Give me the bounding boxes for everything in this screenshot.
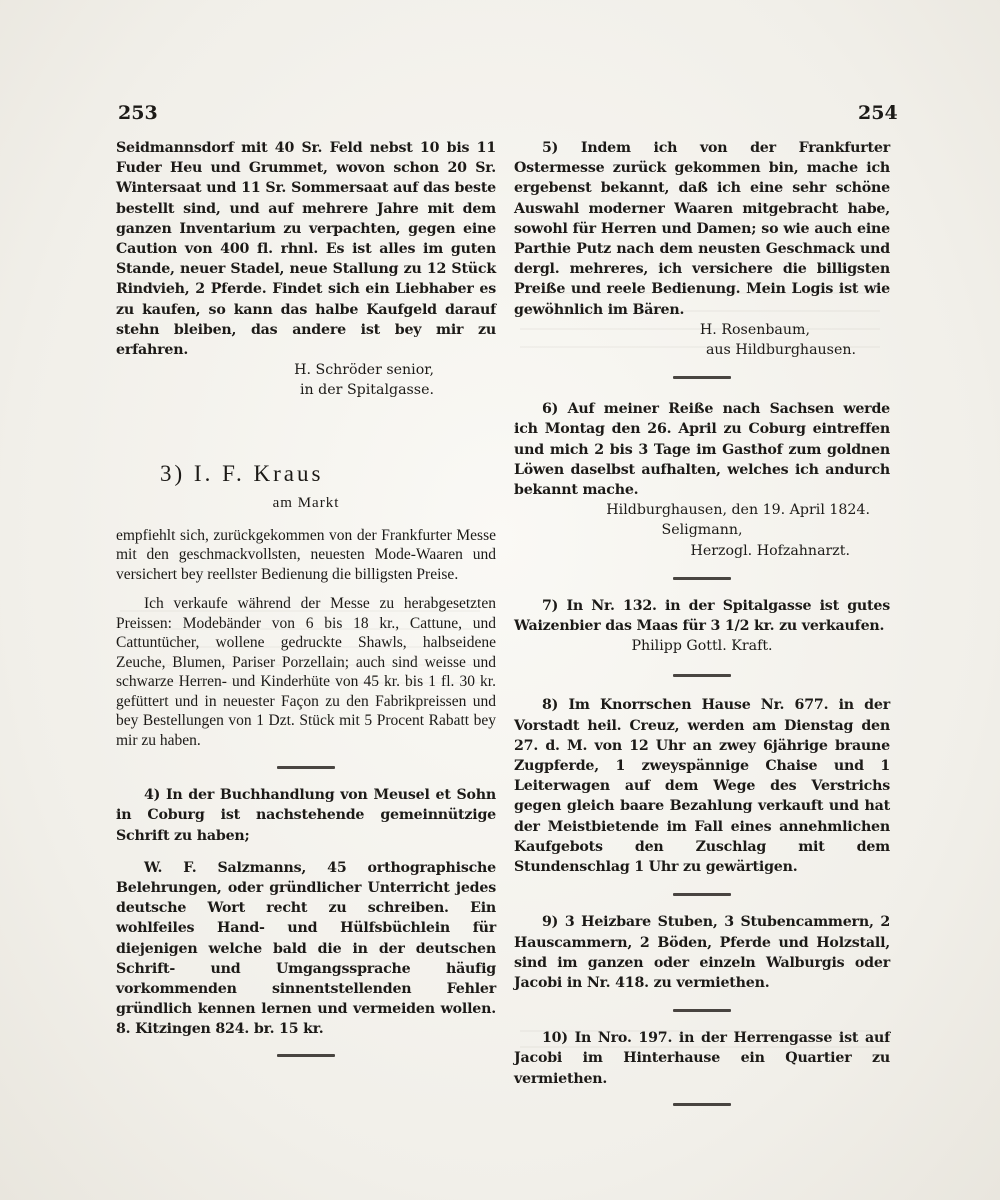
ad-kraus-heading: 3) I. F. Kraus [160, 460, 324, 486]
ad-5-signature-place: aus Hildburghausen. [705, 342, 856, 359]
section-divider [673, 674, 731, 677]
ad-6-signature-title: Herzogl. Hofzahnarzt. [690, 542, 850, 559]
left-column [116, 138, 496, 1071]
section-divider [277, 1054, 335, 1057]
ad-5-text: 5) Indem ich von der Frankfurter Ostermesse zurück gekommen bin, mache ich ergebenst bekannt, daß ich eine sehr schöne Auswahl moderner Waaren mitgebracht habe, sowohl für Herren und Damen; so wie auch eine Parthie Putz nach dem neusten Geschmack und dergl. mehreres, ich versichere die billigsten Preiße und reele Bedienung. Mein Logis ist wie gewöhnlich im Bären. [514, 140, 890, 318]
section-divider [673, 376, 731, 379]
ad-9-text: 9) 3 Heizbare Stuben, 3 Stubencammern, 2 Hauscammern, 2 Böden, Pferde und Holzstall, sind im ganzen oder einzeln Walburgis oder Jacobi in Nr. 418. zu vermiethen. [514, 914, 890, 991]
section-divider [673, 577, 731, 580]
ad-seidmannsdorf-signature-place: in der Spitalgasse. [300, 382, 434, 399]
right-column [514, 138, 890, 1120]
ad-7-signature: Philipp Gottl. Kraft. [631, 638, 773, 655]
ad-6-signature-name: Seligmann, [661, 522, 743, 539]
ad-seidmannsdorf-signature-name: H. Schröder senior, [294, 362, 434, 379]
ad-seidmannsdorf-text: Seidmannsdorf mit 40 Sr. Feld nebst 10 bis 11 Fuder Heu und Grummet, wovon schon 20 Sr. Wintersaat und 11 Sr. Sommersaat auf das beste bestellt sind, und auf mehrere Jahre mit dem ganzen Inventarium zu verpachten, gegen eine Caution von 400 fl. rhnl. Es ist alles im guten Stande, neuer Stadel, neue Stallung zu 12 Stück Rindvieh, 2 Pferde. Findet sich ein Liebhaber es zu kaufen, so kann das halbe Kaufgeld darauf stehn bleiben, das andere ist bey mir zu erfahren. [116, 140, 496, 359]
ad-kraus-paragraph-2: Ich verkaufe während der Messe zu herabgesetzten Preissen: Modebänder von 6 bis 18 kr., Cattune, und Cattuntücher, wollene gedruckte Shawls, halbseidene Zeuche, Blumen, Pariser Porzellain; auch sind weisse und schwarze Herren- und Kinderhüte von 45 kr. bis 1 fl. 30 kr. gefüttert und in neuester Façon zu den Fabrikpreissen und bey Bestellungen von 1 Dzt. Stück mit 5 Procent Rabatt bey mir zu haben. [116, 595, 496, 749]
ad-6-text: 6) Auf meiner Reiße nach Sachsen werde ich Montag den 26. April zu Coburg eintreffen und mich 2 bis 3 Tage im Gasthof zum goldnen Löwen daselbst aufhalten, welches ich andurch bekannt mache. [514, 401, 890, 499]
ad-4-intro: 4) In der Buchhandlung von Meusel et Sohn in Coburg ist nachstehende gemeinnützige Schrift zu haben; [116, 787, 496, 844]
ad-4-body: W. F. Salzmanns, 45 orthographische Belehrungen, oder gründlicher Unterricht jedes deutsche Wort recht zu schreiben. Ein wohlfeiles Hand- und Hülfsbüchlein für diejenigen welche bald die in der deutschen Schrift- und Umgangssprache häufig vorkommenden sinnentstellenden Fehler gründlich kennen lernen und vermeiden wollen. 8. Kitzingen 824. br. 15 kr. [116, 859, 496, 1038]
ad-10-text: 10) In Nro. 197. in der Herrengasse ist auf Jacobi im Hinterhause ein Quartier zu vermiethen. [514, 1030, 890, 1087]
ad-6-dateline: Hildburghausen, den 19. April 1824. [606, 502, 870, 519]
page-number-left: 253 [118, 102, 158, 124]
ad-kraus-paragraph-1: empfiehlt sich, zurückgekommen von der Frankfurter Messe mit den geschmackvollsten, neuesten Mode-Waaren und versichert bey reellster Bedienung die billigsten Preise. [116, 526, 496, 583]
section-divider [673, 1009, 731, 1012]
page-number-right: 254 [858, 102, 898, 124]
ad-8-text: 8) Im Knorrschen Hause Nr. 677. in der Vorstadt heil. Creuz, werden am Dienstag den 27. d. M. von 12 Uhr an zwey 6jährige braune Zugpferde, 1 zweyspännige Chaise und 1 Leiterwagen auf dem Wege des Verstrichs gegen gleich baare Bezahlung verkauft und hat der Meistbietende im Fall eines annehmlichen Kaufgebots den Zuschlag mit dem Stundenschlag 1 Uhr zu gewärtigen. [514, 697, 890, 876]
ad-5-signature-name: H. Rosenbaum, [699, 321, 810, 338]
ad-7-text: 7) In Nr. 132. in der Spitalgasse ist gutes Waizenbier das Maas für 3 1/2 kr. zu verkaufen. [514, 597, 890, 635]
ad-kraus-subheading: am Markt [272, 494, 340, 511]
section-divider [277, 766, 335, 769]
section-divider [673, 893, 731, 896]
section-divider [673, 1103, 731, 1106]
